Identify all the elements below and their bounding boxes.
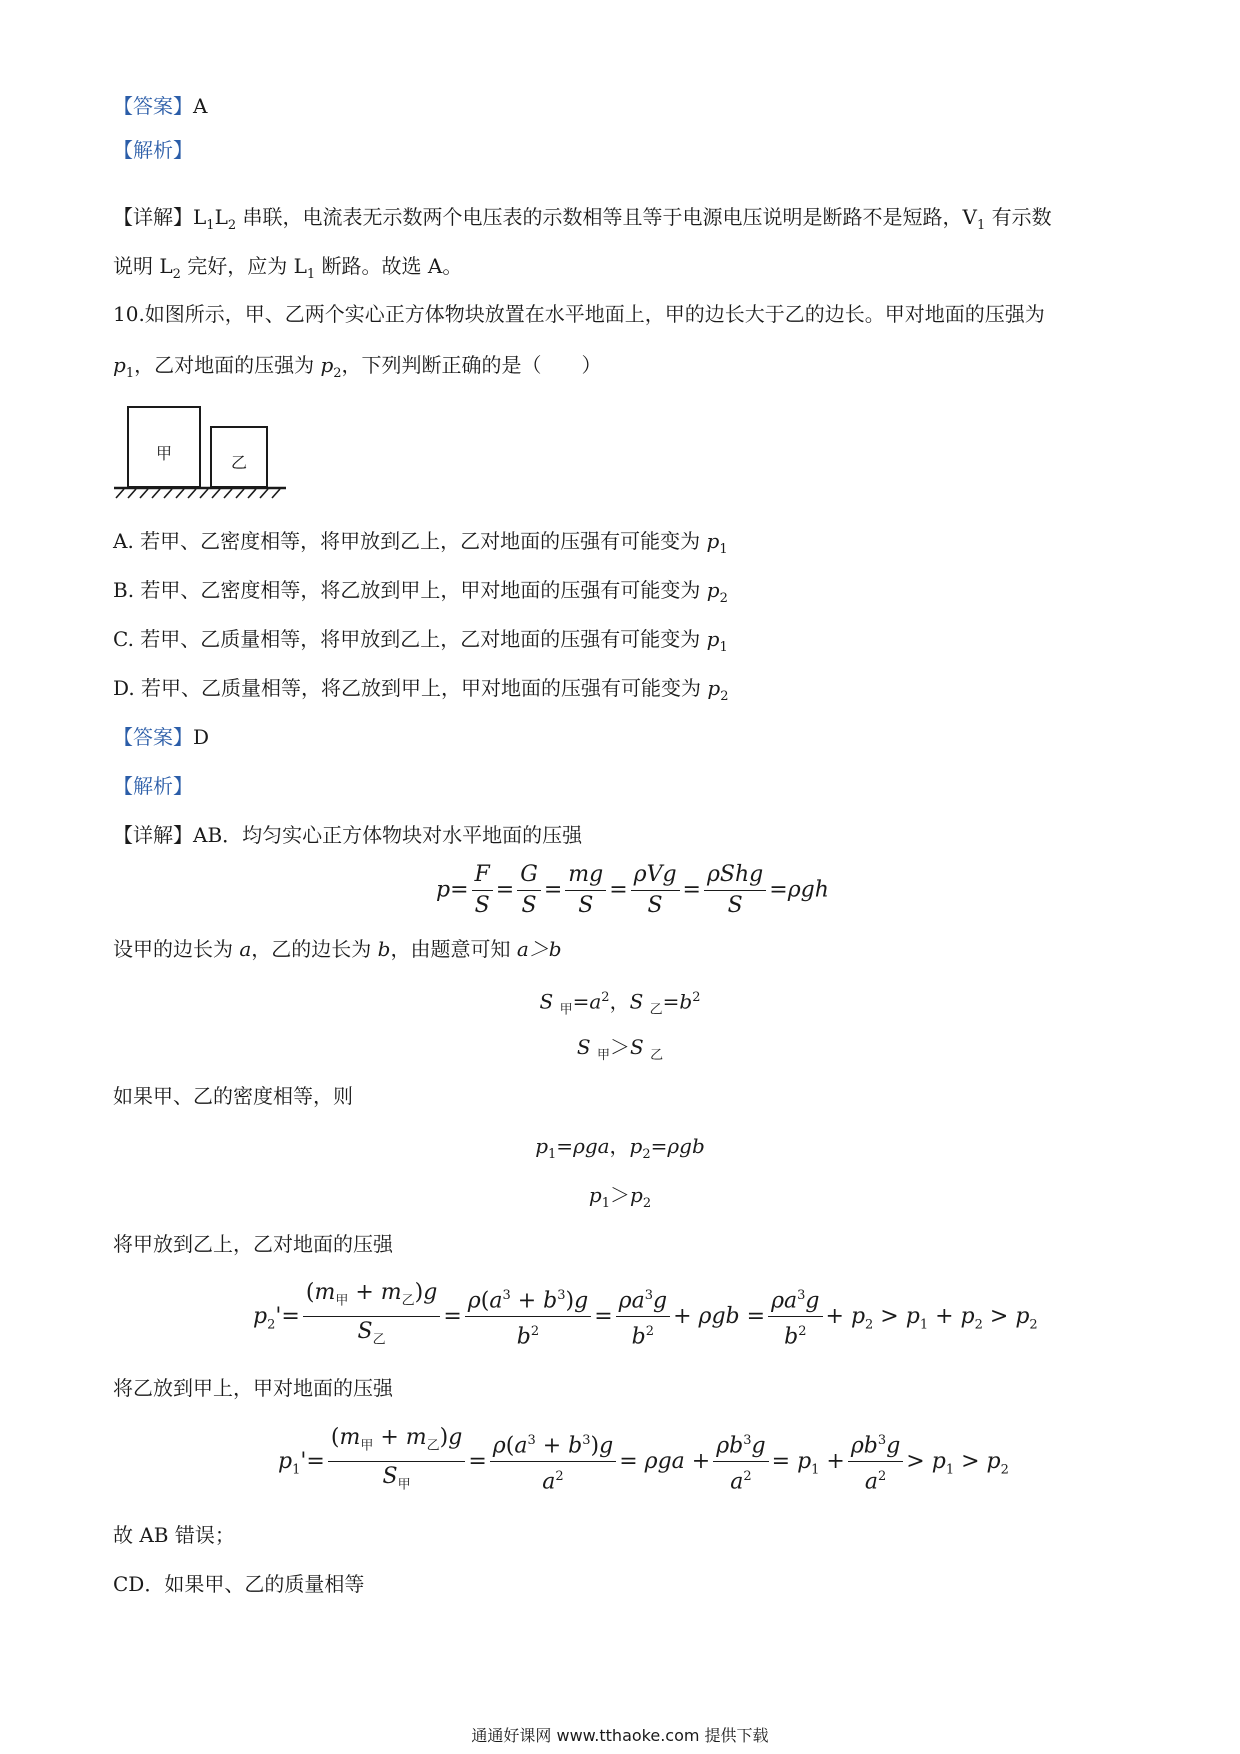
option-b: B. 若甲、乙密度相等，将乙放到甲上，甲对地面的压强有可能变为 $p_2$ <box>113 578 728 606</box>
detail-line-2: 说明 $L_2$ 完好，应为 $L_1$ 断路。故选 A。 <box>113 254 463 282</box>
cd-line: CD．如果甲、乙的质量相等 <box>113 1572 365 1596</box>
ab-wrong-line: 故 AB 错误； <box>113 1523 235 1547</box>
answer-value: A <box>193 94 208 118</box>
detail-line-1: 【详解】$L_1L_2$ 串联，电流表无示数两个电压表的示数相等且等于电源电压说明是断路不是短路，$V_1$ 有示数 <box>113 205 1052 233</box>
question-10-line-2: $p_1$，乙对地面的压强为 $p_2$，下列判断正确的是（ ） <box>113 353 602 381</box>
analysis-tag: 【解析】 <box>113 138 193 162</box>
p2-prime-formula: $p_2'=$ $(m_甲 + m_乙)g$ $S_乙$ = $\frac{\rho(a^3 + b^3)g}{b^2}$ = $\frac{\rho a^3g}{b^2}$ + ρgb = $\frac{\rho a^3g}{b^2}$ + $p_2 > p_1 + p_2 > p_2$ <box>253 1280 1038 1350</box>
pressure-equal-density: $p_1=\rho ga$，$p_2=\rho gb$ <box>535 1134 705 1162</box>
option-a: A. 若甲、乙密度相等，将甲放到乙上，乙对地面的压强有可能变为 $p_1$ <box>113 529 728 557</box>
area-compare: S $_甲$＞S $_乙$ <box>576 1035 664 1063</box>
question-10-line-1: 10.如图所示，甲、乙两个实心正方体物块放置在水平地面上，甲的边长大于乙的边长。甲对地面的压强为 <box>113 302 1045 326</box>
option-c: C. 若甲、乙质量相等，将甲放到乙上，乙对地面的压强有可能变为 $p_1$ <box>113 627 728 655</box>
answer-tag: 【答案】 <box>113 94 193 118</box>
analysis-line-1 <box>113 136 193 164</box>
area-formula: S $_甲=a^2$，S $_乙=b^2$ <box>539 989 701 1018</box>
footer-source: 通通好课网 www.tthaoke.com 提供下载 <box>471 1726 769 1745</box>
answer-value: D <box>193 725 210 749</box>
put-yi-line: 将乙放到甲上，甲对地面的压强 <box>113 1376 393 1400</box>
detail-tag: 【详解】 <box>113 205 193 229</box>
side-length-line: 设甲的边长为 a，乙的边长为 b，由题意可知 a＞b <box>113 937 562 961</box>
cube-jia-label: 甲 <box>156 444 173 463</box>
cubes-diagram <box>110 405 290 505</box>
analysis-tag: 【解析】 <box>113 774 193 798</box>
option-d: D. 若甲、乙质量相等，将乙放到甲上，甲对地面的压强有可能变为 $p_2$ <box>113 676 729 704</box>
pressure-formula: p= $\frac{F}{S}$ = $\frac{G}{S}$ = $\frac{mg}{S}$ = ρVg S = ρShg S =ρgh <box>436 862 829 918</box>
answer-tag: 【答案】 <box>113 725 193 749</box>
analysis-line-2 <box>113 772 193 800</box>
answer-line-1 <box>113 92 207 120</box>
cubes-figure <box>110 405 290 505</box>
pressure-compare: $p_1>p_2$ <box>588 1183 652 1211</box>
ground-hatching <box>116 489 280 498</box>
cube-yi-label: 乙 <box>231 453 248 472</box>
put-jia-line: 将甲放到乙上，乙对地面的压强 <box>113 1232 393 1256</box>
density-line: 如果甲、乙的密度相等，则 <box>113 1084 353 1108</box>
detail-ab-line: 【详解】AB．均匀实心正方体物块对水平地面的压强 <box>113 823 583 847</box>
p1-prime-formula: $p_1'=$ $(m_甲 + m_乙)g$ $S_甲$ = $\frac{\rho(a^3 + b^3)g}{a^2}$ = ρga + $\frac{\rho b^3g}{a^2}$ = $p_1$ + $\frac{\rho b^3g}{a^2}$ > $p_1 > p_2$ <box>278 1425 1009 1495</box>
answer-line-2 <box>113 723 209 751</box>
